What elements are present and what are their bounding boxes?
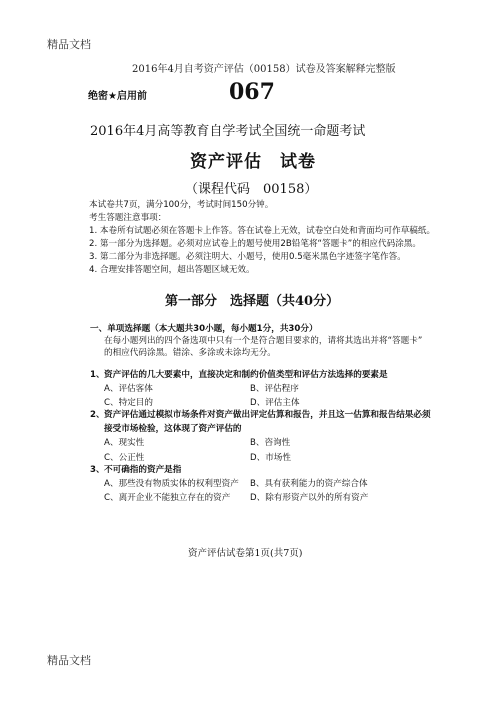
info-block (89, 199, 435, 277)
question-number: 1、 (90, 370, 105, 380)
info-line: 本试卷共7页，满分100分，考试时间150分钟。 (89, 200, 274, 210)
info-line: 2. 第一部分为选择题。必须对应试卷上的题号使用2B铅笔将“答题卡”的相应代码涂黑。 (89, 239, 421, 249)
subject-title: 资产评估 试卷 (190, 152, 316, 172)
info-line: 1. 本卷所有试题必须在答题卡上作答。答在试卷上无效，试卷空白处和背面均可作草稿纸。 (89, 226, 436, 236)
page-footer: 资产评估试卷第1页(共7页) (188, 548, 303, 559)
option-a: A、评估客体 (104, 384, 153, 394)
question-text: 资产评估通过模拟市场条件对资产做出评定估算和报告，并且这一估算和报告结果必须 (104, 410, 431, 420)
section-instruction: 在每小题列出的四个备选项中只有一个是符合题目要求的，请将其选出并将“答题卡” (104, 336, 423, 346)
course-code: （课程代码 00158） (185, 182, 318, 197)
document-header: 2016年4月自考资产评估（00158）试卷及答案解释完整版 (132, 64, 396, 75)
exam-title: 2016年4月高等教育自学考试全国统一命题考试 (90, 124, 366, 139)
option-d: D、市场性 (250, 453, 291, 463)
option-c: C、公正性 (104, 453, 145, 463)
info-line: 4. 合理安排答题空间，超出答题区域无效。 (89, 265, 255, 275)
question-number: 3、 (90, 465, 105, 475)
watermark-top: 精品文档 (47, 38, 91, 51)
question-text-cont: 接受市场检验，这体现了资产评估的 (104, 424, 242, 434)
option-c: C、特定目的 (104, 398, 153, 408)
option-a: A、现实性 (104, 438, 145, 448)
exam-code: 067 (229, 79, 275, 105)
option-d: D、评估主体 (250, 398, 300, 408)
option-a: A、那些没有物质实体的权利型资产 (104, 479, 239, 489)
question-text: 不可确指的资产是指 (104, 465, 182, 475)
question-text: 资产评估的几大要素中，直接决定和制约价值类型和评估方法选择的要素是 (104, 370, 388, 380)
info-line: 3. 第二部分为非选择题。必须注明大、小题号，使用0.5毫米黑色字迹签字笔作答。 (89, 252, 406, 262)
part-title: 第一部分 选择题（共40分） (165, 294, 340, 309)
watermark-bottom: 精品文档 (47, 654, 91, 667)
section-instruction: 的相应代码涂黑。错涂、多涂或未涂均无分。 (104, 348, 276, 358)
secret-label: 绝密★启用前 (88, 91, 147, 102)
option-d: D、除有形资产以外的所有资产 (250, 493, 369, 503)
option-b: B、评估程序 (250, 384, 299, 394)
option-c: C、离开企业不能独立存在的资产 (104, 493, 231, 503)
section-heading: 一、单项选择题（本大题共30小题，每小题1分，共30分） (90, 324, 318, 334)
question-number: 2、 (90, 410, 105, 420)
option-b: B、具有获利能力的资产综合体 (250, 479, 368, 489)
option-b: B、咨询性 (250, 438, 291, 448)
info-line: 考生答题注意事项： (89, 213, 167, 223)
